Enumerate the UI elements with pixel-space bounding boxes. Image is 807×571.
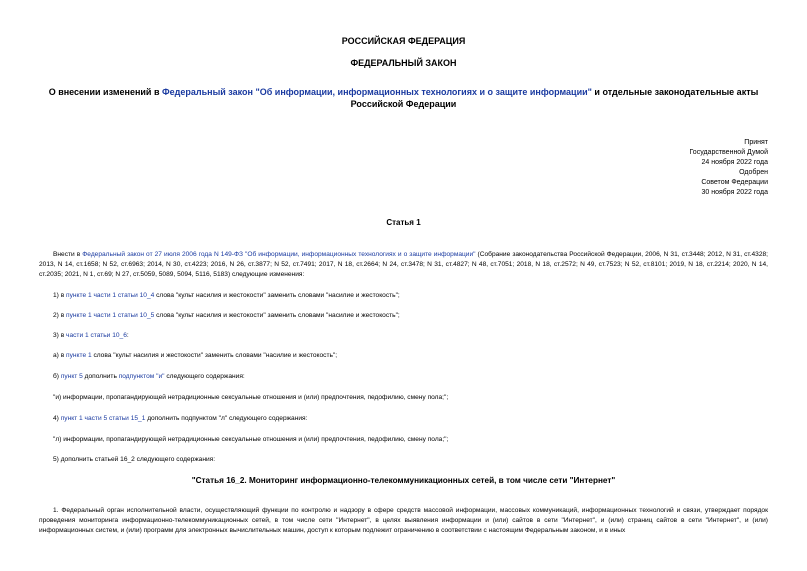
- article-1-heading: Статья 1: [386, 218, 421, 227]
- adoption-line: 24 ноября 2022 года: [701, 159, 768, 166]
- text: (Собрание законодательства Российской Федерации, 2006, N 31, ст.3448; 2012, N 31, ст.4328; 2013, N 14, ст.1658; N 52, ст.6963; 2014, N 30, ст.4223; 2016, N 26, ст.3877; N 52, ст.7491; 2017, N 18, ст.2664; N 24, ст.3478; N 31, ст.4827; N 48, ст.7051; 2018, N 18, ст.2572; N 49, ст.7523; N 52, ст.8101; 2019, N 18, ст.2214; 2020, N 14, ст.2035; 2021, N 1, ст.69; N 27, ст.5059, 5089, 5094, 5116, 5183) следующие изменения:: [39, 251, 769, 278]
- text: б): [53, 373, 61, 380]
- text: а) в: [53, 352, 67, 359]
- text: 3) в: [53, 332, 67, 339]
- article-1-intro: [39, 250, 768, 280]
- article-15-1-link[interactable]: пункт 1 части 5 статьи 15_1: [60, 415, 146, 422]
- text: слова "культ насилия и жестокости" заменить словами "насилие и жестокость";: [154, 312, 400, 319]
- title-suffix: и отдельные законодательные акты Российской Федерации: [350, 87, 759, 109]
- amendment-item-5: 5) дополнить статьей 16_2 следующего содержания:: [53, 456, 216, 463]
- title-prefix: О внесении изменений в: [48, 87, 162, 97]
- adoption-line: Советом Федерации: [701, 179, 768, 186]
- article-10-6-link[interactable]: части 1 статьи 10_6: [66, 332, 127, 339]
- adoption-line: 30 ноября 2022 года: [701, 189, 768, 196]
- adoption-block: [568, 138, 768, 198]
- text: Внести в: [53, 251, 83, 258]
- text: слова "культ насилия и жестокости" заменить словами "насилие и жестокость";: [91, 352, 338, 359]
- article-16-2-paragraph-1: 1. Федеральный орган исполнительной власти, осуществляющий функции по контролю и надзору в сфере средств массовой информации, массовых коммуникаций, информационных технологий и связи, утверждает порядок проведения мониторинга информационно-телекоммуникационных сетей, в том числе сети "Интернет", в целях выявления информации и (или) сайтов в сети "Интернет", и (или) страниц сайтов в сети "Интернет", и (или) информационных систем, и (или) программ для электронных вычислительных машин, доступ к которым подлежит ограничению в соответствии с настоящим Федеральным законом, и в иных: [39, 507, 768, 534]
- point-1-link[interactable]: пункте 1: [66, 352, 92, 359]
- amendment-item-2: [39, 311, 768, 321]
- amendment-quote-i: "и) информации, пропагандирующей нетрадиционные сексуальные отношения и (или) предпочтения, педофилию, смену пола;";: [53, 394, 449, 401]
- article-16-2-heading: "Статья 16_2. Мониторинг информационно-телекоммуникационных сетей, в том числе сети "Интернет": [191, 476, 616, 485]
- adoption-line: Одобрен: [739, 169, 768, 176]
- article-10-4-link[interactable]: пункте 1 части 1 статьи 10_4: [66, 292, 155, 299]
- title-law-link[interactable]: Федеральный закон "Об информации, информационных технологиях и о защите информации": [161, 87, 592, 97]
- amendment-item-3a: [39, 351, 768, 361]
- point-5-link[interactable]: пункт 5: [60, 373, 83, 380]
- law-149-link[interactable]: Федеральный закон от 27 июля 2006 года N 149-ФЗ "Об информации, информационных технологиях и о защите информации": [82, 251, 476, 258]
- adoption-line: Государственной Думой: [689, 149, 768, 156]
- amendment-item-3: [39, 331, 768, 341]
- amendment-item-1: [39, 291, 768, 301]
- adoption-line: Принят: [744, 139, 768, 146]
- country-heading: РОССИЙСКАЯ ФЕДЕРАЦИЯ: [341, 36, 466, 46]
- text: :: [126, 332, 129, 339]
- text: следующего содержания:: [164, 373, 245, 380]
- law-type-heading: ФЕДЕРАЛЬНЫЙ ЗАКОН: [350, 58, 457, 68]
- amendment-item-3b: [39, 372, 768, 382]
- subpoint-i-link[interactable]: подпунктом "и": [118, 373, 165, 380]
- article-10-5-link[interactable]: пункте 1 части 1 статьи 10_5: [66, 312, 155, 319]
- text: дополнить подпунктом "л" следующего содержания:: [145, 415, 308, 422]
- law-title: [40, 86, 767, 110]
- text: слова "культ насилия и жестокости" заменить словами "насилие и жестокость";: [154, 292, 400, 299]
- amendment-quote-l: "л) информации, пропагандирующей нетрадиционные сексуальные отношения и (или) предпочтения, педофилию, смену пола;";: [53, 436, 449, 443]
- text: 1) в: [53, 292, 67, 299]
- text: дополнить: [82, 373, 119, 380]
- text: 4): [53, 415, 61, 422]
- amendment-item-4: [39, 414, 768, 424]
- text: 2) в: [53, 312, 67, 319]
